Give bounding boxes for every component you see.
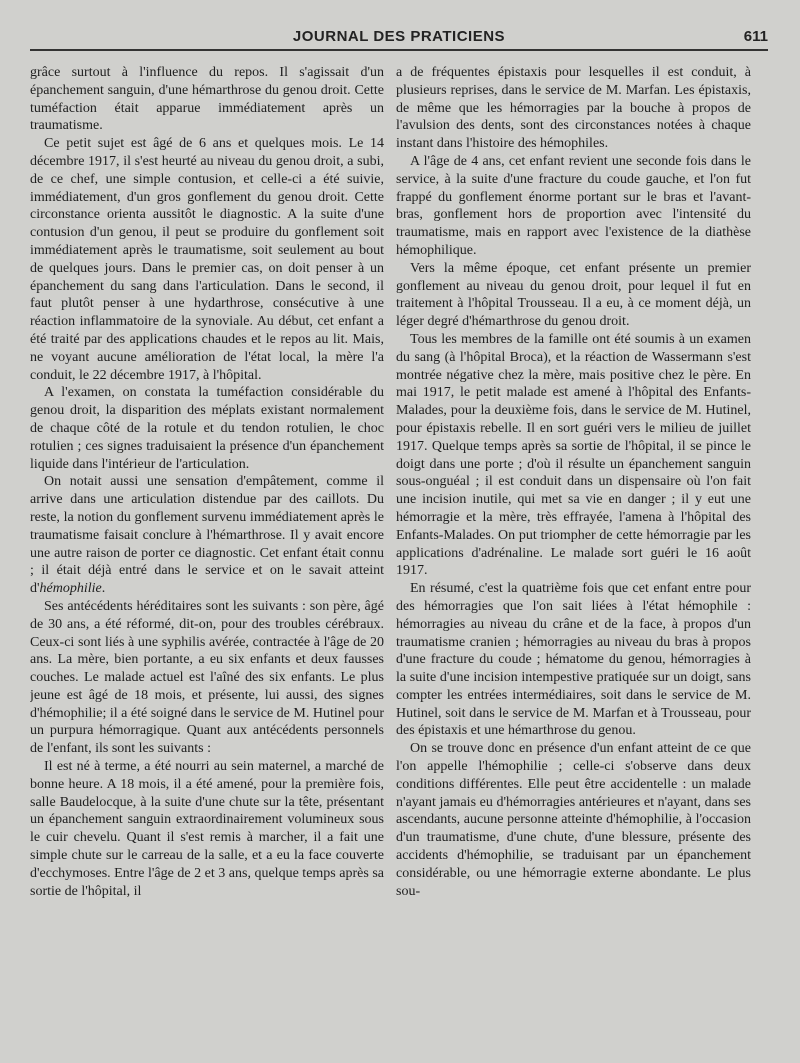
paragraph: Vers la même époque, cet enfant présente un premier gonflement au niveau du genou droit, pour lequel il fut en traitement à l'hôpital Trousseau. Il a eu, à ce moment déjà, un léger degré d'hémarthrose du genou droit. [396, 260, 751, 330]
paragraph: A l'âge de 4 ans, cet enfant revient une seconde fois dans le service, à la suite d'une fracture du coude gauche, et l'on fut frappé du gonflement énorme portant sur le bras et l'avant-bras, gonflement hors de proportion avec l'intensité du traumatisme, mais en rapport avec l'existence de la diathèse hémophilique. [396, 153, 751, 258]
paragraph: En résumé, c'est la quatrième fois que cet enfant entre pour des hémorragies que l'on sait liées à l'état hémophile : hémorragies au niveau du crâne et de la face, à propos d'un traumatisme cranien ; hémorragies au niveau du bras à propos d'une fracture du coude ; hématome du genou, hémorragies à la suite d'une incision intempestive pratiquée sur un doigt, sans compter les entrées intermédiaires, soit dans le service de M. Hutinel, soit dans le service de M. Marfan et à Trousseau, pour des épistaxis et une hémarthrose du genou. [396, 581, 751, 739]
paragraph: Tous les membres de la famille ont été soumis à un examen du sang (à l'hôpital Broca), et la réaction de Wassermann s'est montrée négative chez la mère, mais positive chez le père. En mai 1917, le petit malade est amené à l'hôpital des Enfants-Malades, pour la deuxième fois, dans le service de M. Hutinel, pour épistaxis rebelle. Il en sort guéri vers le milieu de juillet 1917. Quelque temps après sa sortie de l'hôpital, il se pince le doigt dans une porte ; d'où il résulte un épanchement sanguin sous-onguéal ; il est conduit dans un dispensaire où l'on fait une incision inutile, qui met sa vie en danger ; il y eut une hémorragie et la mère, très effrayée, l'amena à l'hôpital des Enfants-Malades. On put triompher de cette hémorragie par les applications d'adrénaline. Le malade sort guéri le 16 août 1917. [396, 331, 751, 579]
paragraph: a de fréquentes épistaxis pour lesquelles il est conduit, à plusieurs reprises, dans le service de M. Marfan. Les épistaxis, de même que les hémorragies par la bouche à propos de l'avulsion des dents, sont des circonstances notées à chaque instant dans l'histoire des hémophiles. [396, 65, 751, 152]
paragraph: A l'examen, on constata la tuméfaction considérable du genou droit, la disparition des méplats existant normalement de chaque côté de la rotule et du tendon rotulien, le choc rotulien ; ces signes traduisaient la présence d'un épanchement liquide dans l'intérieur de l'articulation. [30, 385, 384, 472]
paragraph: grâce surtout à l'influence du repos. Il s'agissait d'un épanchement sanguin, d'une hémarthrose du genou droit. Cette tuméfaction était apparue immédiatement après un traumatisme. [30, 65, 384, 134]
paragraph-end: . [101, 581, 106, 597]
paragraph: Ses antécédents héréditaires sont les suivants : son père, âgé de 30 ans, a été réformé, dit-on, pour des troubles cérébraux. Ceux-ci sont liés à une syphilis avérée, contractée à l'âge de 20 ans. La mère, bien portante, a eu six enfants et deux fausses couches. Le malade actuel est l'aîné des six enfants. Le plus jeune est âgé de 18 mois, et présente, lui aussi, des signes d'hémophilie; il a été soigné dans le service de M. Hutinel pour un purpura hémorragique. Quant aux antécédents personnels de l'enfant, ils sont les suivants : [30, 598, 384, 757]
header-rule [30, 49, 768, 51]
journal-title: JOURNAL DES PRATICIENS [292, 28, 506, 45]
paragraph: On se trouve donc en présence d'un enfant atteint de ce que l'on appelle l'hémophilie ; celle-ci s'observe dans deux conditions différentes. Elle peut être accidentelle : un malade n'ayant jamais eu d'hémorragies antérieures et n'ayant, dans ses ascendants, aucune personne atteinte d'hémophilie, à l'occasion d'un traumatisme, d'une chute, d'une blessure, présente des accidents d'hémophilie, se traduisant par un épanchement considérable, ou une hémorragie externe abondante. Le plus sou- [396, 741, 751, 899]
paragraph [30, 473, 384, 598]
page-header [30, 24, 768, 48]
page-number: 611 [743, 28, 768, 45]
left-column [30, 64, 384, 1054]
right-column [396, 64, 751, 1054]
paragraph-text: On notait aussi une sensation d'empâtement, comme il arrive dans une articulation distendue par des caillots. Du reste, la notion du gonflement survenu immédiatement après le traumatisme faisait conclure à l'hémarthrose. Il y avait encore une autre raison de porter ce diagnostic. Cet enfant était connu ; il était déjà entré dans le service et on le savait atteint d' [30, 474, 384, 597]
italic-term: hémophilie [39, 581, 102, 597]
paragraph: Ce petit sujet est âgé de 6 ans et quelques mois. Le 14 décembre 1917, il s'est heurté au niveau du genou droit, a subi, de ce chef, une simple contusion, et celle-ci a été suivie, immédiatement, d'un gros gonflement du genou droit. Cette circonstance orienta aussitôt le diagnostic. A la suite d'une contusion d'un genou, il peut se produire du gonflement soit immédiatement après le traumatisme, soit seulement au bout de quelques jours. Dans le premier cas, on doit penser à un épanchement du sang dans l'articulation. Dans le second, il faut plutôt penser à une hydarthrose, consécutive à une réaction inflammatoire de la synoviale. Au début, cet enfant a été traité par des applications chaudes et le repos au lit. Mais, ne voyant aucune amélioration de l'état local, la mère l'a conduit, le 22 décembre 1917, à l'hôpital. [30, 136, 384, 383]
paragraph: Il est né à terme, a été nourri au sein maternel, a marché de bonne heure. A 18 mois, il a été amené, pour la première fois, salle Baudelocque, à la suite d'une chute sur la tête, présentant un épanchement sanguin extraordinairement volumineux sous le cuir chevelu. Quant il s'est remis à marcher, il a fait une simple chute sur le carreau de la salle, et a eu la face couverte d'ecchymoses. Entre l'âge de 2 et 3 ans, quelque temps après sa sortie de l'hôpital, il [30, 759, 384, 899]
